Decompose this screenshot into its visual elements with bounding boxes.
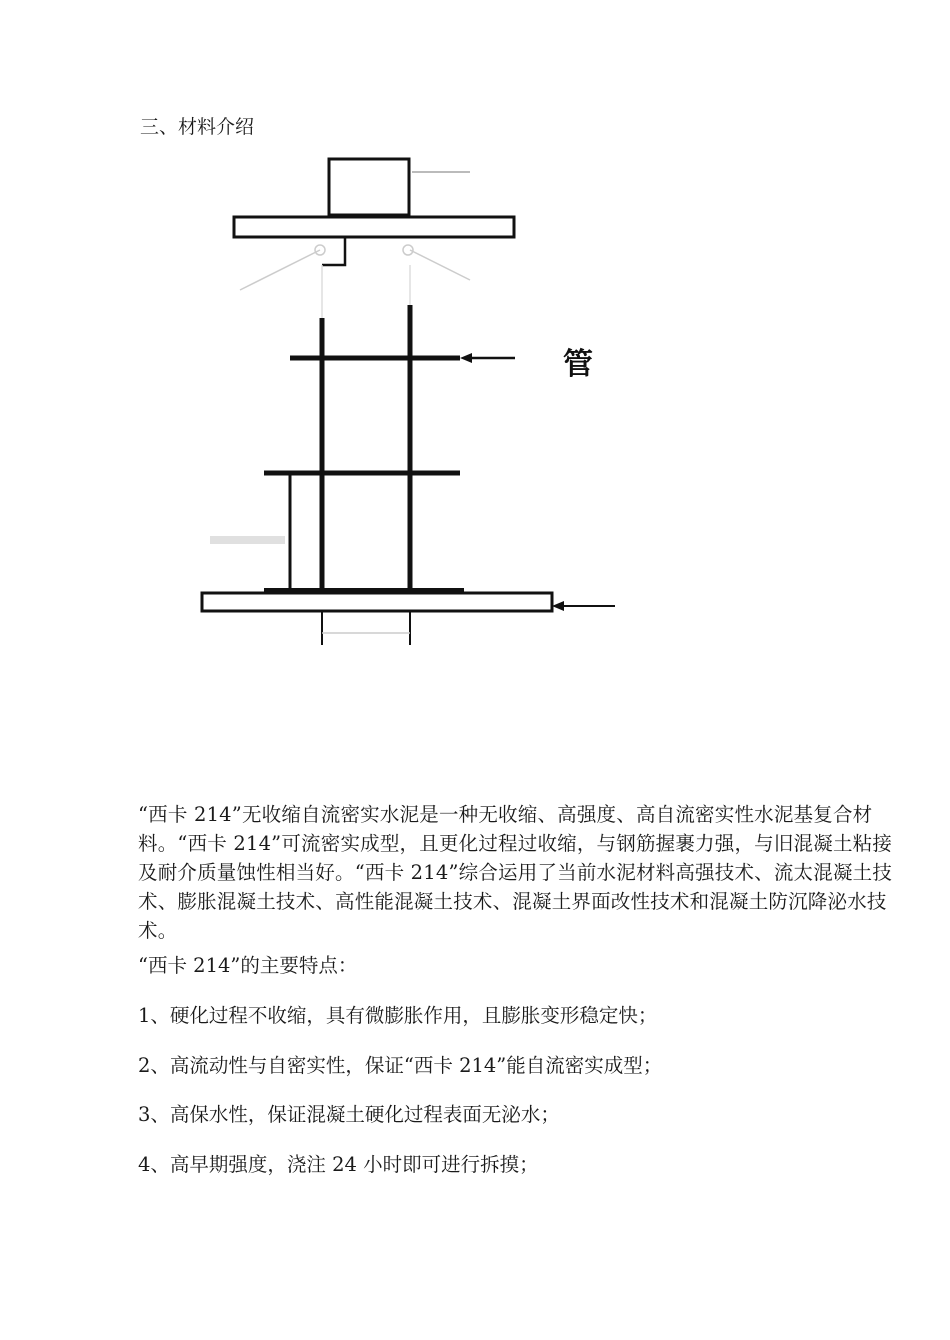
pipe-label: 管 [563, 347, 593, 382]
feature-item: 4、高早期强度，浇注 24 小时即可进行拆摸； [138, 1153, 539, 1176]
feature-item: 3、高保水性，保证混凝土硬化过程表面无泌水； [138, 1103, 560, 1126]
features-heading: “西卡 214”的主要特点： [138, 954, 358, 977]
section-title: 三、材料介绍 [140, 116, 255, 138]
top-block [329, 159, 409, 215]
bottom-slab [202, 593, 552, 611]
feature-item: 2、高流动性与自密实性，保证“西卡 214”能自流密实成型； [138, 1054, 663, 1077]
intro-paragraph: “西卡 214”无收缩自流密实水泥是一种无收缩、高强度、高自流密实性水泥基复合材料。“西卡 214”可流密实成型，且更化过程过收缩，与钢筋握裹力强，与旧混凝土粘接及耐介质量蚀性相当好。“西卡 214”综合运用了当前水泥材料高强技术、流太混凝土技术、膨胀混凝土技术、高性能混凝土技术、混凝土界面改性技术和混凝土防沉降泌水技术。 [138, 803, 893, 942]
feature-item: 1、硬化过程不收缩，具有微膨胀作用，且膨胀变形稳定快； [138, 1004, 658, 1027]
top-slab [234, 217, 514, 237]
pipe-arrow-head [460, 353, 472, 363]
